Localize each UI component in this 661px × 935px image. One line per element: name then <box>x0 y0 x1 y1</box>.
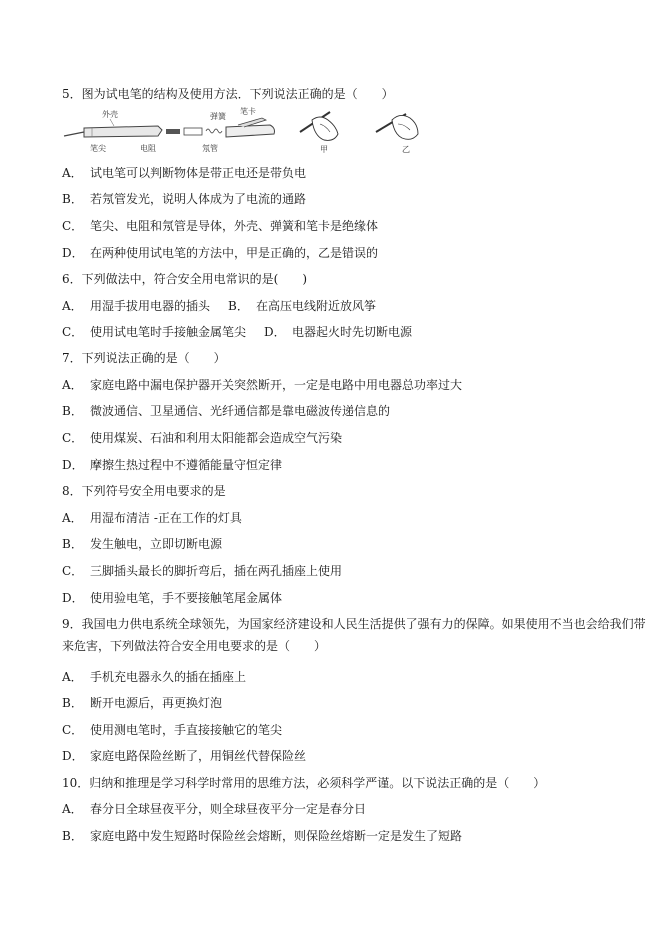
q5-option-b[interactable]: B． 若氖管发光，说明人体成为了电流的通路 <box>62 192 307 206</box>
q7-option-c[interactable]: C． 使用煤炭、石油和利用太阳能都会造成空气污染 <box>62 431 343 445</box>
question-6-stem: 6．下列做法中，符合安全用电常识的是( ) <box>62 272 307 286</box>
q10-option-b[interactable]: B． 家庭电路中发生短路时保险丝会熔断，则保险丝熔断一定是发生了短路 <box>62 829 463 843</box>
q6-option-d[interactable]: D． 电器起火时先切断电源 <box>264 325 413 339</box>
question-5-stem: 5．图为试电笔的结构及使用方法．下列说法正确的是（ ） <box>62 87 394 101</box>
test-pen-diagram <box>64 106 275 153</box>
q6-options-row-2 <box>62 324 412 340</box>
label-resistor: 电阻 <box>140 144 156 153</box>
label-neon: 氖管 <box>202 144 218 153</box>
label-spring: 弹簧 <box>210 112 226 121</box>
q8-option-d[interactable]: D． 使用验电笔，手不要接触笔尾金属体 <box>62 591 283 605</box>
q6-option-c[interactable]: C． 使用试电笔时手接触金属笔尖 <box>62 325 247 339</box>
q5-option-a[interactable]: A． 试电笔可以判断物体是带正电还是带负电 <box>62 166 307 180</box>
q9-option-b[interactable]: B． 断开电源后，再更换灯泡 <box>62 696 223 710</box>
label-tip: 笔尖 <box>90 144 106 153</box>
question-7-stem: 7．下列说法正确的是（ ） <box>62 351 226 365</box>
q8-option-a[interactable]: A． 用湿布清洁 ‐正在工作的灯具 <box>62 511 242 525</box>
q9-option-d[interactable]: D． 家庭电路保险丝断了，用铜丝代替保险丝 <box>62 749 307 763</box>
hand-method-jia <box>300 112 338 154</box>
q5-option-c[interactable]: C． 笔尖、电阻和氖管是导体，外壳、弹簧和笔卡是绝缘体 <box>62 219 379 233</box>
q6-option-a[interactable]: A． 用湿手拔用电器的插头 <box>62 299 211 313</box>
q7-option-b[interactable]: B． 微波通信、卫星通信、光纤通信都是靠电磁波传递信息的 <box>62 404 391 418</box>
question-8-stem: 8．下列符号安全用电要求的是 <box>62 484 226 498</box>
question-9-stem: 9．我国电力供电系统全球领先，为国家经济建设和人民生活提供了强有力的保障。如果使用不当也会给我们带来危害，下列做法符合安全用电要求的是（ ） <box>62 617 646 653</box>
q9-option-a[interactable]: A． 手机充电器永久的插在插座上 <box>62 670 247 684</box>
q6-option-b[interactable]: B． 在高压电线附近放风筝 <box>228 299 377 313</box>
label-jia: 甲 <box>320 145 328 154</box>
q9-option-c[interactable]: C． 使用测电笔时，手直接接触它的笔尖 <box>62 723 283 737</box>
test-pen-figure <box>62 106 442 158</box>
label-shell: 外壳 <box>102 110 118 119</box>
q7-option-d[interactable]: D． 摩擦生热过程中不遵循能量守恒定律 <box>62 458 283 472</box>
label-yi: 乙 <box>402 145 410 154</box>
label-clip: 笔卡 <box>240 107 256 116</box>
q6-options-row-1 <box>62 298 376 314</box>
q7-option-a[interactable]: A． 家庭电路中漏电保护器开关突然断开，一定是电路中用电器总功率过大 <box>62 378 463 392</box>
q8-option-b[interactable]: B． 发生触电，立即切断电源 <box>62 537 223 551</box>
q5-option-d[interactable]: D． 在两种使用试电笔的方法中，甲是正确的，乙是错误的 <box>62 246 379 260</box>
question-10-stem: 10．归纳和推理是学习科学时常用的思维方法，必须科学严谨。以下说法正确的是（ ） <box>62 776 546 790</box>
q10-option-a[interactable]: A． 春分日全球昼夜平分，则全球昼夜平分一定是春分日 <box>62 802 367 816</box>
q8-option-c[interactable]: C． 三脚插头最长的脚折弯后，插在两孔插座上使用 <box>62 564 343 578</box>
hand-method-yi <box>376 114 418 154</box>
